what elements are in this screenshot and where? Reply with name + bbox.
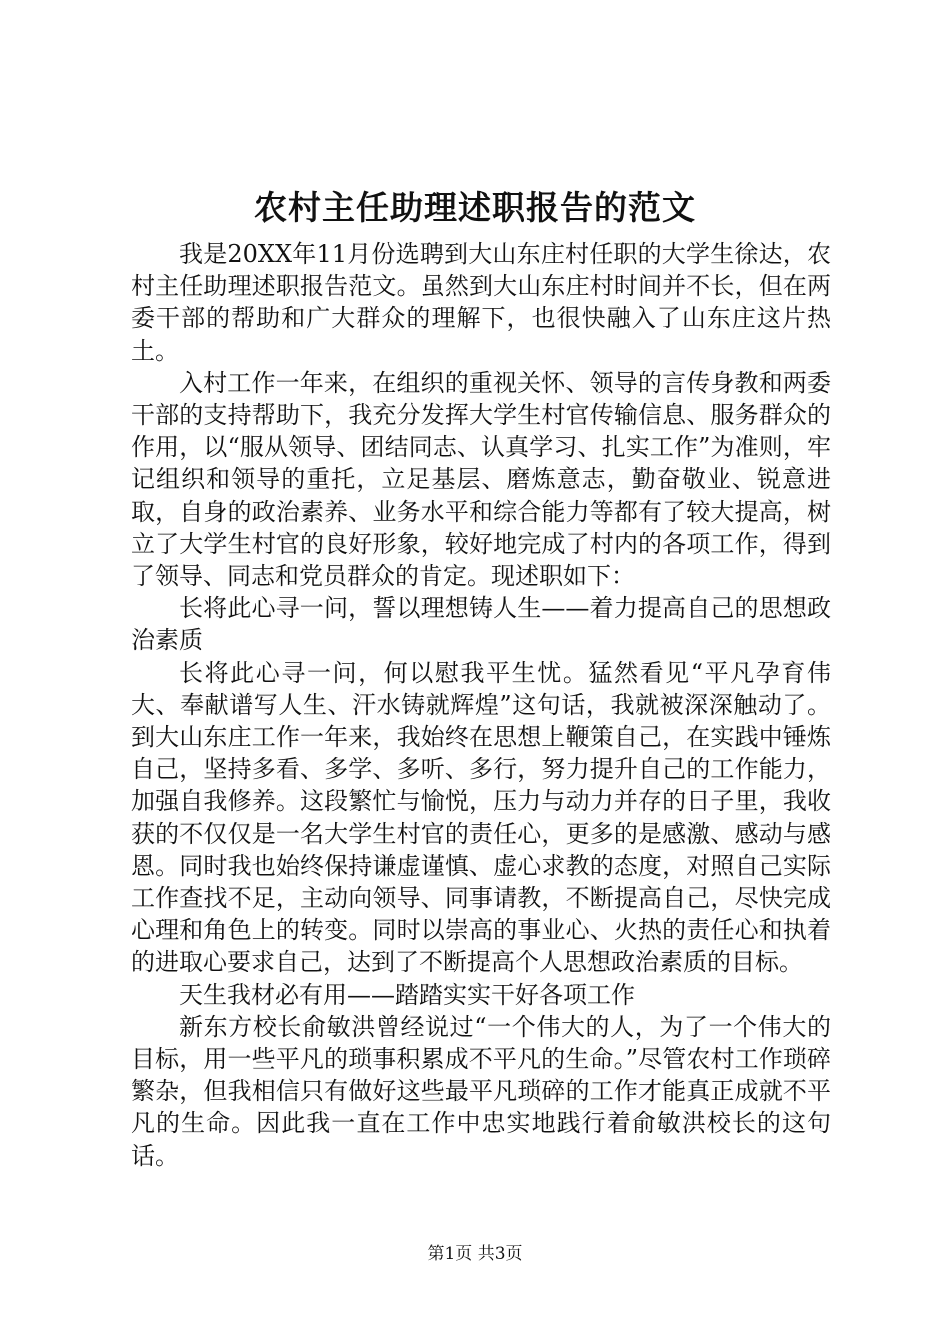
paragraph-work: 新东方校长俞敏洪曾经说过“一个伟大的人，为了一个伟大的目标，用一些平凡的琐事积累成不平凡的生命。”尽管农村工作琐碎繁杂，但我相信只有做好这些最平凡琐碎的工作才能真正成就不平凡的生命。因此我一直在工作中忠实地践行着俞敏洪校长的这句话。 (131, 1012, 831, 1170)
section-heading-political-quality: 长将此心寻一问，誓以理想铸人生——着力提高自己的思想政治素质 (131, 594, 831, 655)
page-footer: 第1页 共3页 (427, 1244, 523, 1264)
paragraph-political-quality: 长将此心寻一问，何以慰我平生忧。猛然看见“平凡孕育伟大、奉献谱写人生、汗水铸就辉煌”这句话，我就被深深触动了。到大山东庄工作一年来，我始终在思想上鞭策自己，在实践中锤炼自己，坚持多看、多学、多听、多行，努力提升自己的工作能力，加强自我修养。这段繁忙与愉悦，压力与动力并存的日子里，我收获的不仅仅是一名大学生村官的责任心，更多的是感激、感动与感恩。同时我也始终保持谦虚谨慎、虚心求教的态度，对照自己实际工作查找不足，主动向领导、同事请教，不断提高自己，尽快完成心理和角色上的转变。同时以崇高的事业心、火热的责任心和执着的进取心要求自己，达到了不断提高个人思想政治素质的目标。 (131, 658, 831, 977)
document-body (131, 238, 831, 1172)
section-heading-work: 天生我材必有用——踏踏实实干好各项工作 (179, 980, 635, 1009)
paragraph-intro: 我是20XX年11月份选聘到大山东庄村任职的大学生徐达，农村主任助理述职报告范文。虽然到大山东庄村时间并不长，但在两委干部的帮助和广大群众的理解下，也很快融入了山东庄这片热土。 (131, 240, 831, 365)
document-title: 农村主任助理述职报告的范文 (254, 188, 696, 227)
paragraph-overview: 入村工作一年来，在组织的重视关怀、领导的言传身教和两委干部的支持帮助下，我充分发挥大学生村官传输信息、服务群众的作用，以“服从领导、团结同志、认真学习、扎实工作”为准则，牢记组织和领导的重托，立足基层、磨炼意志，勤奋敬业、锐意进取，自身的政治素养、业务水平和综合能力等都有了较大提高，树立了大学生村官的良好形象，较好地完成了村内的各项工作，得到了领导、同志和党员群众的肯定。现述职如下： (131, 368, 831, 591)
